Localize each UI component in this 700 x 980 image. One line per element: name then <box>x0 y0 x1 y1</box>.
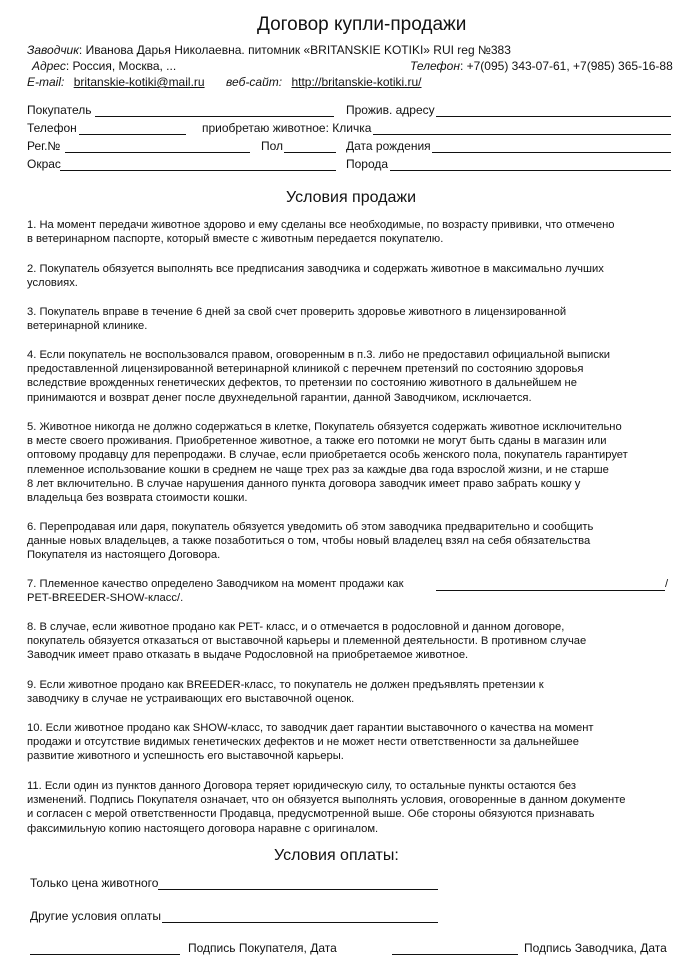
buyer-signature-label: Подпись Покупателя, Дата <box>188 941 337 955</box>
website-link[interactable]: http://britanskie-kotiki.ru/ <box>291 75 422 89</box>
clause-11-line: факсимильную копию настоящего договора наравне с оригиналом. <box>27 822 379 835</box>
clause-2-line: условиях. <box>27 277 78 290</box>
clause-9-line: заводчику в случае не устраивающих его выставочной оценок. <box>27 693 355 706</box>
other-terms-label: Другие условия оплаты <box>30 909 162 923</box>
phone-line <box>410 59 673 73</box>
conditions-heading: Условия продажи <box>286 189 417 206</box>
clause-5-line: племенное использование кошки в среднем не чаще трех раз за каждые два года взрослой жизни, и не старше <box>27 463 609 476</box>
clause-10-line: развитие животного и успешность его выставочной карьеры. <box>27 750 344 763</box>
document-title: Договор купли-продажи <box>257 14 467 35</box>
phone-field-label: Телефон <box>27 121 77 135</box>
clause-4-line: 4. Если покупатель не воспользовался правом, оговоренным в п.3. либо не предоставил официальной выписки <box>27 349 611 361</box>
address-label: Адрес <box>32 59 66 73</box>
clause-11-line: 11. Если один из пунктов данного Договора теряет юридическую силу, то остальные пункты остаются без <box>27 780 576 792</box>
website-label: веб-сайт: <box>226 75 283 89</box>
color-label: Окрас <box>27 157 61 171</box>
clause-2 <box>27 262 677 290</box>
buyer-signature-input[interactable] <box>30 954 180 955</box>
clause-7 <box>27 577 677 605</box>
clause-10-line: продажи и отсутствие видимых генетических дефектов и не может нести ответственности за дальнейшее <box>27 736 579 749</box>
buyer-label: Покупатель <box>27 103 92 117</box>
clause-4-line: принимаются и возврат денег после двухнедельной гарантии, данной Заводчиком, исключается. <box>27 391 532 404</box>
sex-label: Пол <box>261 139 284 153</box>
price-label: Только цена животного <box>30 876 159 890</box>
sex-input[interactable] <box>284 152 336 153</box>
dob-input[interactable] <box>432 152 671 153</box>
class-input-end: / <box>665 578 669 590</box>
address-value: : Россия, Москва, ... <box>65 59 177 73</box>
phone-value: : +7(095) 343-07-61, +7(985) 365-16-88 <box>459 59 673 73</box>
clause-5-line: владельца без возврата стоимости кошки. <box>27 492 248 505</box>
clause-3-line: ветеринарной клинике. <box>27 320 148 333</box>
clause-6-line: данные новых владельцев, а также позаботиться о том, чтобы новый владелец взял на себя обязательства <box>27 535 591 548</box>
clause-5-line: 5. Животное никогда не должно содержаться в клетке, Покупатель обязуется содержать животное исключительно <box>27 421 622 433</box>
other-terms-input[interactable] <box>162 922 438 923</box>
residence-input[interactable] <box>436 116 671 117</box>
clause-1-line: в ветеринарном паспорте, который вместе с животным передается покупателю. <box>27 233 444 246</box>
class-input[interactable] <box>436 590 665 591</box>
phone-input[interactable] <box>79 134 186 135</box>
clause-8 <box>27 620 677 663</box>
clause-1 <box>27 218 677 246</box>
clause-11-line: и согласен с мерой ответственности Продавца, предусмотренной выше. Обе стороны обязуются признавать <box>27 808 595 821</box>
clause-7-line: 7. Племенное качество определено Заводчиком на момент продажи как <box>27 578 404 590</box>
clause-6 <box>27 520 677 563</box>
website-line <box>226 75 422 89</box>
buyer-input[interactable] <box>95 116 334 117</box>
breeder-value: : Иванова Дарья Николаевна. питомник «BRITANSKIE KOTIKI» RUI reg №383 <box>78 43 511 57</box>
clause-10-line: 10. Если животное продано как SHOW-класс, то заводчик дает гарантии выставочного о качества на момент <box>27 722 594 734</box>
clause-1-line: 1. На момент передачи животное здорово и ему сделаны все необходимые, по возрасту прививки, что отмечено <box>27 219 615 231</box>
phone-label: Телефон <box>410 59 460 73</box>
clause-8-line: Заводчик имеет право отказать в выдаче Родословной на приобретаемое животное. <box>27 649 469 662</box>
clause-2-line: 2. Покупатель обязуется выполнять все предписания заводчика и содержать животное в максимально лучших <box>27 263 604 275</box>
dob-label: Дата рождения <box>346 139 431 153</box>
address-line <box>32 59 176 73</box>
email-label: E-mail: <box>27 75 65 89</box>
clause-6-line: Покупателя из настоящего Договора. <box>27 549 221 562</box>
reg-input[interactable] <box>65 152 250 153</box>
breed-input[interactable] <box>390 170 671 171</box>
clause-11 <box>27 779 677 836</box>
breeder-label: Заводчик <box>27 43 79 57</box>
price-input[interactable] <box>158 889 438 890</box>
breeder-signature-label: Подпись Заводчика, Дата <box>524 941 667 955</box>
breeder-signature-input[interactable] <box>392 954 518 955</box>
residence-label: Прожив. адресу <box>346 103 435 117</box>
clause-4 <box>27 348 677 405</box>
clause-4-line: предоставленной лицензированной ветеринарной клиникой с перечнем претензий по состоянию здоровья <box>27 363 584 376</box>
reg-label: Рег.№ <box>27 139 61 153</box>
clause-9-line: 9. Если животное продано как BREEDER-класс, то покупатель не должен предъявлять претензии к <box>27 679 544 691</box>
clause-11-line: изменений. Подпись Покупателя означает, что он обязуется выполнять условия, оговоренные в данном документе <box>27 794 626 807</box>
clause-9 <box>27 678 677 706</box>
clause-8-line: покупатель обязуется отказаться от выставочной карьеры и племенной деятельности. В противном случае <box>27 635 587 648</box>
clause-10 <box>27 721 677 764</box>
nickname-input[interactable] <box>373 134 671 135</box>
clause-3-line: 3. Покупатель вправе в течение 6 дней за свой счет проверить здоровье животного в лицензированной <box>27 306 567 318</box>
clause-3 <box>27 305 677 333</box>
clause-4-line: вследствие врожденных генетических дефектов, то претензии по состоянию животного в дальнейшем не <box>27 377 577 390</box>
clause-5 <box>27 420 677 505</box>
breed-label: Порода <box>346 157 389 171</box>
clause-6-line: 6. Перепродавая или даря, покупатель обязуется уведомить об этом заводчика предварительно и сообщить <box>27 521 594 533</box>
payment-heading: Условия оплаты: <box>274 847 399 864</box>
clause-5-line: оптовому продавцу для перепродажи. В случае, если приобретается особь женского пола, покупатель гарантирует <box>27 449 628 462</box>
purchase-label: приобретаю животное: Кличка <box>202 121 372 135</box>
clause-5-line: в месте своего проживания. Приобретенное животное, а также его потомки не могут быть сданы в магазин или <box>27 435 607 448</box>
clause-7-line: PET-BREEDER-SHOW-класс/. <box>27 592 184 605</box>
clause-5-line: 8 лет включительно. В случае нарушения данного пункта договора заводчик имеет право забрать кошку у <box>27 477 581 490</box>
clause-8-line: 8. В случае, если животное продано как PET- класс, и о отмечается в родословной и данном договоре, <box>27 621 565 633</box>
email-link[interactable]: britanskie-kotiki@mail.ru <box>73 75 205 89</box>
breeder-line <box>27 43 511 57</box>
email-line <box>27 75 205 89</box>
color-input[interactable] <box>60 170 336 171</box>
